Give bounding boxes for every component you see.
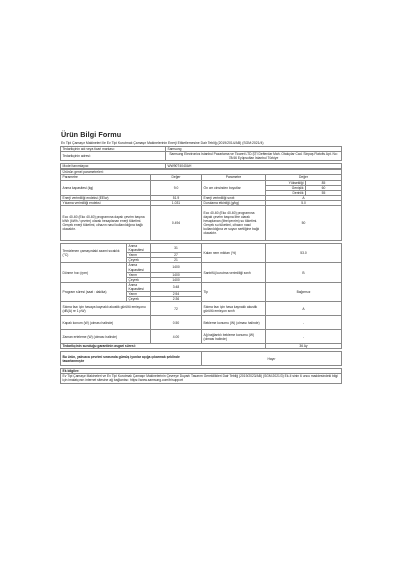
col-value-left: Değer: [151, 175, 202, 180]
standby-value: -: [266, 316, 342, 330]
model-value: WW90T4040AH: [166, 164, 342, 169]
height-value: 85: [306, 180, 342, 185]
spin-rated-label: Anma Kapasitesi: [127, 263, 151, 272]
model-row: [61, 164, 342, 169]
moisture-label: Kalan nem miktarı (%): [202, 244, 266, 263]
network-standby-label: Ağ bağlantılı bekleme konumu (W) (olması halinde): [202, 330, 266, 344]
spin-speed-label: Dönme hızı (rpm): [61, 263, 127, 282]
temp-quarter-value: 21: [151, 258, 202, 263]
off-mode-label: Kapalı konum (W) (olması halinde): [61, 316, 151, 330]
wash-efficiency-label: Yıkama verimliliği endeksi: [61, 200, 151, 205]
spin-rated-value: 1400: [151, 263, 202, 272]
sheet-title: Ürün Bilgi Formu: [61, 130, 122, 139]
noise-value: 72: [151, 302, 202, 316]
water-consumption-label: Eco 40-60 (Eko 40-60) programına dayalı çevrim başına litre olarak hesaplanan (litre/çevrim) su tüketimi. Gerçek su tüketimi, cihazın nasıl kullanıldığına ve suyun sertliğine bağlı olacaktır.: [202, 206, 266, 241]
supplier-address-row: [61, 152, 342, 161]
energy-class-value: A: [266, 195, 342, 200]
eei-value: 51.9: [151, 195, 202, 200]
duration-half-label: Yarım: [127, 291, 151, 296]
silver-ion-label: Bu ürün, yalnızca çevrimi sırasında gümüş iyonlar açığa çıkarmak şeklinde tasarlanmıştır: [61, 352, 202, 366]
temp-half-value: 27: [151, 253, 202, 258]
temperature-label: Temizlenen çamaşırdaki azami sıcaklık (°C): [61, 244, 127, 263]
col-value-right: Değer: [266, 175, 342, 180]
width-label: Genişlik: [266, 185, 306, 190]
spin-class-label: Santrifüj kurutma verimliliği sınıfı: [202, 263, 266, 282]
capacity-label: Anma kapasitesi (kg): [61, 180, 151, 195]
model-label: Model tanımlayıcı:: [61, 164, 166, 169]
depth-value: 55: [306, 190, 342, 195]
type-value: Bağımsız: [266, 282, 342, 301]
supplier-name-value: Samsung: [166, 147, 342, 152]
off-mode-value: 0.50: [151, 316, 202, 330]
product-information-sheet: [60, 130, 341, 384]
noise-label: Sıkma fazı için havaya kaynaklı akustik gürültü emisyonu (dB(A) re 1 pW): [61, 302, 151, 316]
spin-quarter-label: Çeyrek: [127, 277, 151, 282]
supplier-address-value: Samsung Electronics İstanbul Pazarlama ve Ticaret LTD.ŞTİ Defterdar Mah. Otakçılar Cad. Sinpaş Flatofis Apt. No: 78/46 Eyüpsultan İstanbul Türkiye: [166, 152, 342, 161]
col-param-right: Parametre: [202, 175, 266, 180]
energy-consumption-value: 0.494: [151, 206, 202, 241]
noise-class-value: A: [266, 302, 342, 316]
warranty-value: 36 Ay: [266, 344, 342, 349]
parameters-table: [60, 169, 342, 383]
additional-info-text: Ev Tipi Çamaşır Makineleri ve Ev Tipi Kurutmalı Çamaşır Makinelerinin Çevreye Duyarlı Tasarım Gereklilikleri Dair Tebliğ (2019/2023/AB) (SGM:2021/3) Ek-II sinin 6 uncu maddesindeki bilgi için imalatçının internet sitesine ağ bağlantısı: https://www.samsung.com/tr/support: [61, 374, 342, 383]
silver-ion-value: Hayır: [202, 352, 342, 366]
delay-start-label: Zaman erteleme (W) (olması halinde): [61, 330, 151, 344]
water-consumption-value: 50: [266, 206, 342, 241]
spin-half-label: Yarım: [127, 272, 151, 277]
depth-label: Derinlik: [266, 190, 306, 195]
regulation-reference: Ev Tipi Çamaşır Makineleri İle Ev Tipi Kurutmalı Çamaşır Makinelerinin Enerji Etiketlemesine Dair Tebliğ (2019/2014/AB) (SGM:2021/4): [61, 141, 264, 145]
duration-quarter-value: 2:36: [151, 297, 202, 302]
standby-label: Bekleme konumu (W) (olması halinde): [202, 316, 266, 330]
duration-half-value: 2:54: [151, 291, 202, 296]
rinse-label: Durulama etkinliği (g/kg): [202, 200, 266, 205]
eei-label: Enerji verimliliği endeksi (EEIw): [61, 195, 151, 200]
delay-start-value: 4.00: [151, 330, 202, 344]
duration-quarter-label: Çeyrek: [127, 297, 151, 302]
supplier-address-label: Tedarikçinin adresi:: [61, 152, 166, 161]
temp-rated-value: 31: [151, 244, 202, 253]
spin-half-value: 1400: [151, 272, 202, 277]
energy-class-label: Enerji verimliliği sınıfı: [202, 195, 266, 200]
noise-class-label: Sıkma fazı için hava kaynaklı akustik gürültü emisyon sınıfı: [202, 302, 266, 316]
energy-consumption-label: Eco 40-60 (Eko 40-60) programına dayalı çevrim başına kWh (kWh / çevrim) olarak hesaplanan enerji tüketimi. Gerçek enerji tüketimi, cihazın nasıl kullanıldığına bağlı olacaktır.: [61, 206, 151, 241]
height-label: Yüksekliği: [266, 180, 306, 185]
dimensions-label: Ön cm cinsinden boyutlar: [202, 180, 266, 195]
temp-quarter-label: Çeyrek: [127, 258, 151, 263]
duration-label: Program süresi (saat : dakika): [61, 282, 127, 301]
wash-efficiency-value: 1.031: [151, 200, 202, 205]
moisture-value: 53.0: [266, 244, 342, 263]
temp-rated-label: Anma Kapasitesi: [127, 244, 151, 253]
rinse-value: 5.0: [266, 200, 342, 205]
duration-rated-label: Anma Kapasitesi: [127, 282, 151, 291]
duration-rated-value: 3:48: [151, 282, 202, 291]
capacity-value: 9.0: [151, 180, 202, 195]
spin-quarter-value: 1400: [151, 277, 202, 282]
type-label: Tip: [202, 282, 266, 301]
warranty-label: Tedarikçinin sunduğu garantinin asgari süresi:: [61, 344, 266, 349]
col-param-left: Parametre: [61, 175, 151, 180]
additional-info-label: Ek bilgiler:: [61, 369, 342, 374]
width-value: 60: [306, 185, 342, 190]
supplier-table: [60, 146, 342, 169]
spin-class-value: B: [266, 263, 342, 282]
supplier-name-label: Tedarikçinin adı veya ticari markası:: [61, 147, 166, 152]
network-standby-value: -: [266, 330, 342, 344]
temp-half-label: Yarım: [127, 253, 151, 258]
general-header: Ürünün genel parametreleri:: [61, 170, 342, 175]
